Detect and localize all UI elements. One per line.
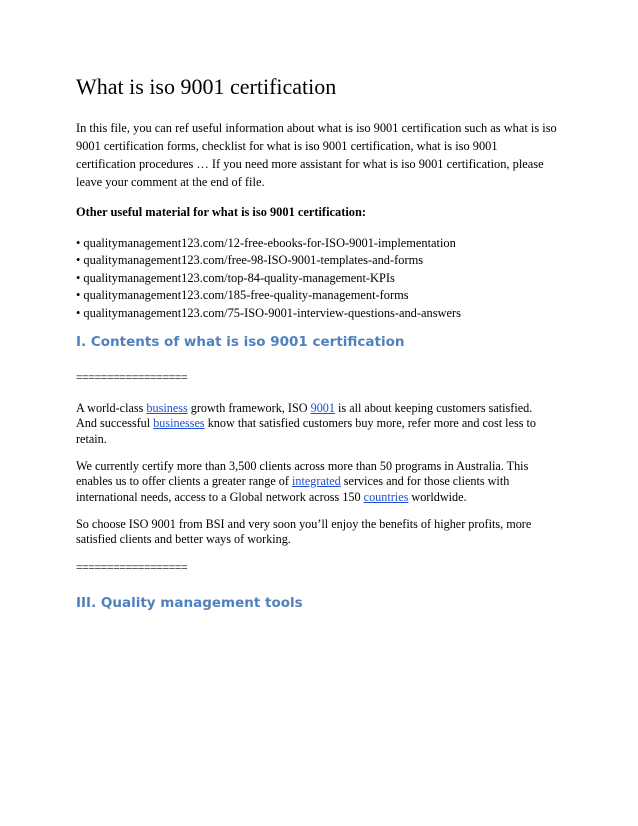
text-run: international needs, access to a Global network across 150 bbox=[76, 489, 364, 504]
paragraph-line bbox=[76, 490, 566, 505]
body-paragraph-clients bbox=[76, 459, 566, 505]
text-run: worldwide. bbox=[408, 489, 467, 504]
text-run: growth framework, ISO bbox=[187, 401, 311, 415]
resource-list-item: • qualitymanagement123.com/75-ISO-9001-interview-questions-and-answers bbox=[76, 305, 461, 320]
resource-list-item: • qualitymanagement123.com/top-84-quality-management-KPIs bbox=[76, 270, 395, 285]
text-run: enables us to offer clients a greater range of bbox=[76, 474, 293, 489]
document-title: What is iso 9001 certification bbox=[76, 74, 337, 99]
resource-list-item: • qualitymanagement123.com/12-free-ebooks-for-ISO-9001-implementation bbox=[76, 236, 456, 250]
businesses-link[interactable]: businesses bbox=[153, 416, 205, 431]
text-run: is all about keeping customers satisfied. bbox=[334, 401, 533, 415]
text-run: services and for those clients with bbox=[340, 474, 510, 489]
iso-9001-link[interactable]: 9001 bbox=[310, 401, 335, 415]
paragraph-line: So choose ISO 9001 from BSI and very soon you’ll enjoy the benefits of higher profits, more bbox=[76, 517, 532, 531]
countries-link[interactable]: countries bbox=[363, 489, 409, 504]
intro-paragraph bbox=[76, 119, 566, 191]
paragraph-line bbox=[76, 416, 566, 431]
contents-section-heading: I. Contents of what is iso 9001 certification bbox=[76, 334, 405, 350]
resource-list bbox=[76, 235, 461, 322]
section-divider: ================== bbox=[76, 370, 188, 384]
tools-section-heading: III. Quality management tools bbox=[76, 595, 303, 611]
useful-material-heading: Other useful material for what is iso 9001 certification: bbox=[76, 205, 366, 219]
resource-list-item: • qualitymanagement123.com/185-free-quality-management-forms bbox=[76, 288, 409, 303]
paragraph-line: retain. bbox=[76, 431, 107, 446]
body-paragraph-choose-bsi bbox=[76, 517, 566, 548]
text-run: And successful bbox=[76, 416, 154, 431]
section-divider: ================== bbox=[76, 560, 188, 574]
paragraph-line bbox=[76, 474, 566, 489]
paragraph-line: satisfied clients and better ways of working. bbox=[76, 532, 291, 547]
resource-list-item: • qualitymanagement123.com/free-98-ISO-9001-templates-and-forms bbox=[76, 253, 424, 268]
intro-line: 9001 certification forms, checklist for what is iso 9001 certification, what is iso 9001 bbox=[76, 139, 498, 153]
body-paragraph-framework bbox=[76, 401, 566, 447]
intro-line: In this file, you can ref useful information about what is iso 9001 certification such as what is iso bbox=[76, 121, 557, 135]
text-run: A world-class bbox=[76, 401, 147, 415]
text-run: know that satisfied customers buy more, refer more and cost less to bbox=[204, 416, 536, 431]
business-link[interactable]: business bbox=[146, 401, 188, 415]
intro-line: certification procedures … If you need more assistant for what is iso 9001 certification, please bbox=[76, 157, 544, 171]
paragraph-line bbox=[76, 401, 566, 416]
intro-line: leave your comment at the end of file. bbox=[76, 175, 265, 189]
paragraph-line: We currently certify more than 3,500 clients across more than 50 programs in Australia. This bbox=[76, 459, 529, 473]
integrated-link[interactable]: integrated bbox=[292, 474, 341, 489]
